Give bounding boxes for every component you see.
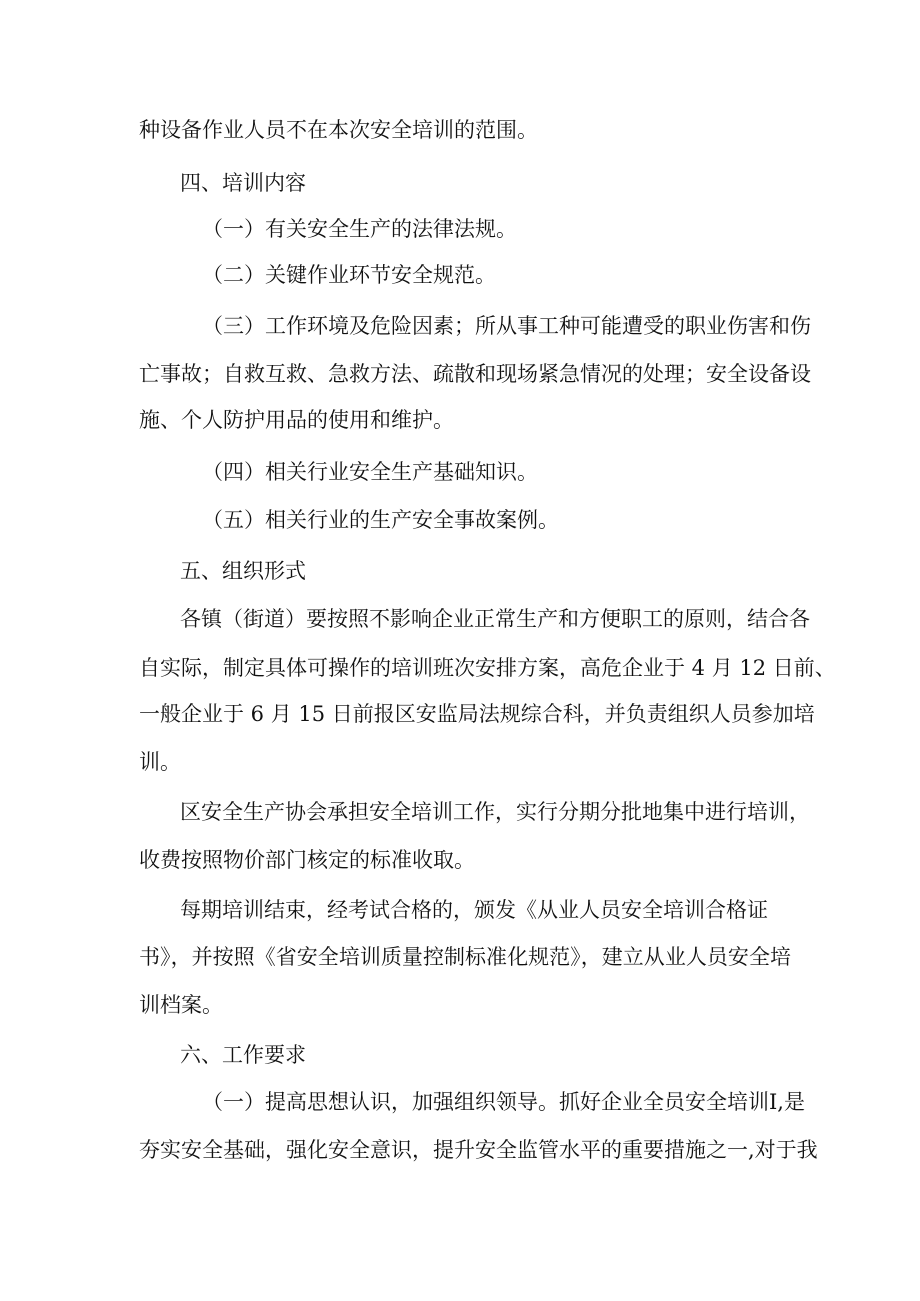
paragraph-line: 区安全生产协会承担安全培训工作，实行分期分批地集中进行培训， [180, 800, 810, 824]
section-heading: 四、培训内容 [180, 171, 306, 195]
list-item: （三）工作环境及危险因素；所从事工种可能遭受的职业伤害和伤 [202, 314, 811, 338]
list-item: （一）提高思想认识，加强组织领导。抓好企业全员安全培训Ⅰ,是 [202, 1090, 805, 1114]
paragraph-line: 自实际，制定具体可操作的培训班次安排方案，高危企业于 4 月 12 日前、 [139, 656, 836, 680]
paragraph-line: 种设备作业人员不在本次安全培训的范围。 [139, 118, 538, 142]
section-heading: 六、工作要求 [180, 1043, 306, 1067]
paragraph-line: 亡事故；自救互救、急救方法、疏散和现场紧急情况的处理；安全设备设 [139, 362, 811, 386]
paragraph-line: 收费按照物价部门核定的标准收取。 [139, 848, 475, 872]
paragraph-line: 训档案。 [139, 993, 223, 1017]
paragraph-line: 夯实安全基础，强化安全意识，提升安全监管水平的重要措施之一,对于我 [139, 1138, 818, 1162]
list-item: （二）关键作业环节安全规范。 [202, 263, 496, 287]
list-item: （四）相关行业安全生产基础知识。 [202, 460, 538, 484]
paragraph-line: 书》，并按照《省安全培训质量控制标准化规范》，建立从业人员安全培 [139, 945, 791, 969]
paragraph-line: 施、个人防护用品的使用和维护。 [139, 408, 454, 432]
list-item: （一）有关安全生产的法律法规。 [202, 217, 517, 241]
paragraph-line: 训。 [139, 750, 181, 774]
paragraph-line: 一般企业于 6 月 15 日前报区安监局法规综合科，并负责组织人员参加培 [139, 702, 815, 726]
paragraph-line: 每期培训结束，经考试合格的，颁发《从业人员安全培训合格证 [180, 898, 768, 922]
section-heading: 五、组织形式 [180, 559, 306, 583]
list-item: （五）相关行业的生产安全事故案例。 [202, 508, 559, 532]
paragraph-line: 各镇（街道）要按照不影响企业正常生产和方便职工的原则，结合各 [180, 607, 810, 631]
